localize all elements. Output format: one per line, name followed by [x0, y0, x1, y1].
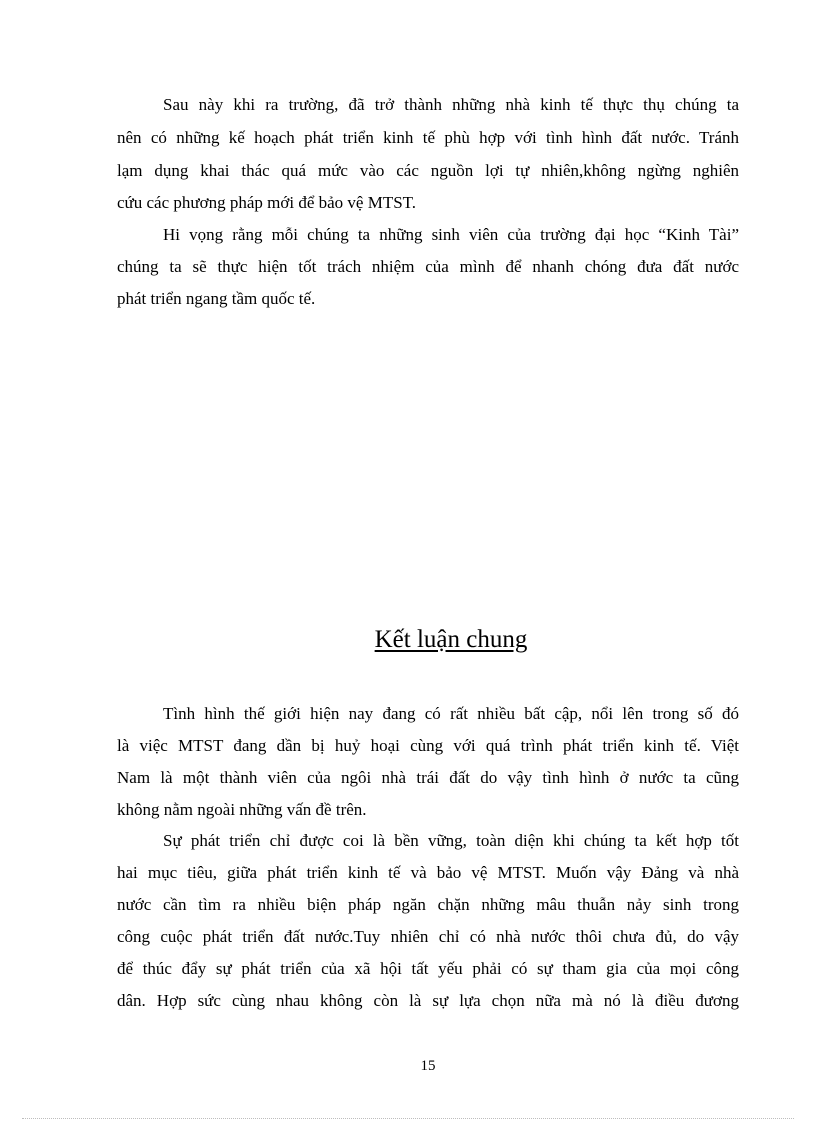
text-line: nên có những kế hoạch phát triển kinh tế phù hợp với tình hình đất nước. Tránh	[117, 128, 739, 147]
page-number: 15	[420, 1058, 436, 1074]
text-line: Tình hình thế giới hiện nay đang có rất nhiều bất cập, nổi lên trong số đó	[163, 704, 739, 723]
text-line: Sau này khi ra trường, đã trở thành những nhà kinh tế thực thụ chúng ta	[163, 95, 739, 114]
text-line: Nam là một thành viên của ngôi nhà trái đất do vậy tình hình ở nước ta cũng	[117, 768, 739, 787]
section-heading-text: Kết luận chung	[374, 626, 528, 653]
text-line: không nằm ngoài những vấn đề trên.	[117, 800, 367, 819]
text-line: công cuộc phát triển đất nước.Tuy nhiên chỉ có nhà nước thôi chưa đủ, do vậy	[117, 927, 739, 946]
text-line: phát triển ngang tầm quốc tế.	[117, 289, 316, 308]
text-line: chúng ta sẽ thực hiện tốt trách nhiệm của mình để nhanh chóng đưa đất nước	[117, 257, 739, 276]
text-line: để thúc đẩy sự phát triển của xã hội tất yếu phải có sự tham gia của mọi công	[117, 959, 739, 978]
text-line: Hi vọng rằng mỗi chúng ta những sinh viên của trường đại học “Kinh Tài”	[163, 225, 739, 244]
text-line: Sự phát triển chỉ được coi là bền vững, toàn diện khi chúng ta kết hợp tốt	[163, 831, 739, 850]
section-heading	[0, 624, 816, 656]
text-line: dân. Hợp sức cùng nhau không còn là sự lựa chọn nữa mà nó là điều đương	[117, 991, 739, 1010]
text-line: cứu các phương pháp mới để bảo vệ MTST.	[117, 193, 417, 212]
text-line: là việc MTST đang dần bị huỷ hoại cùng với quá trình phát triển kinh tế. Việt	[117, 736, 739, 755]
page-bottom-divider	[22, 1118, 794, 1119]
text-line: hai mục tiêu, giữa phát triển kinh tế và bảo vệ MTST. Muốn vậy Đảng và nhà	[117, 863, 739, 882]
text-line: nước cần tìm ra nhiều biện pháp ngăn chặn những mâu thuẫn nảy sinh trong	[117, 895, 739, 914]
text-line: lạm dụng khai thác quá mức vào các nguồn lợi tự nhiên,không ngừng nghiên	[117, 161, 739, 180]
